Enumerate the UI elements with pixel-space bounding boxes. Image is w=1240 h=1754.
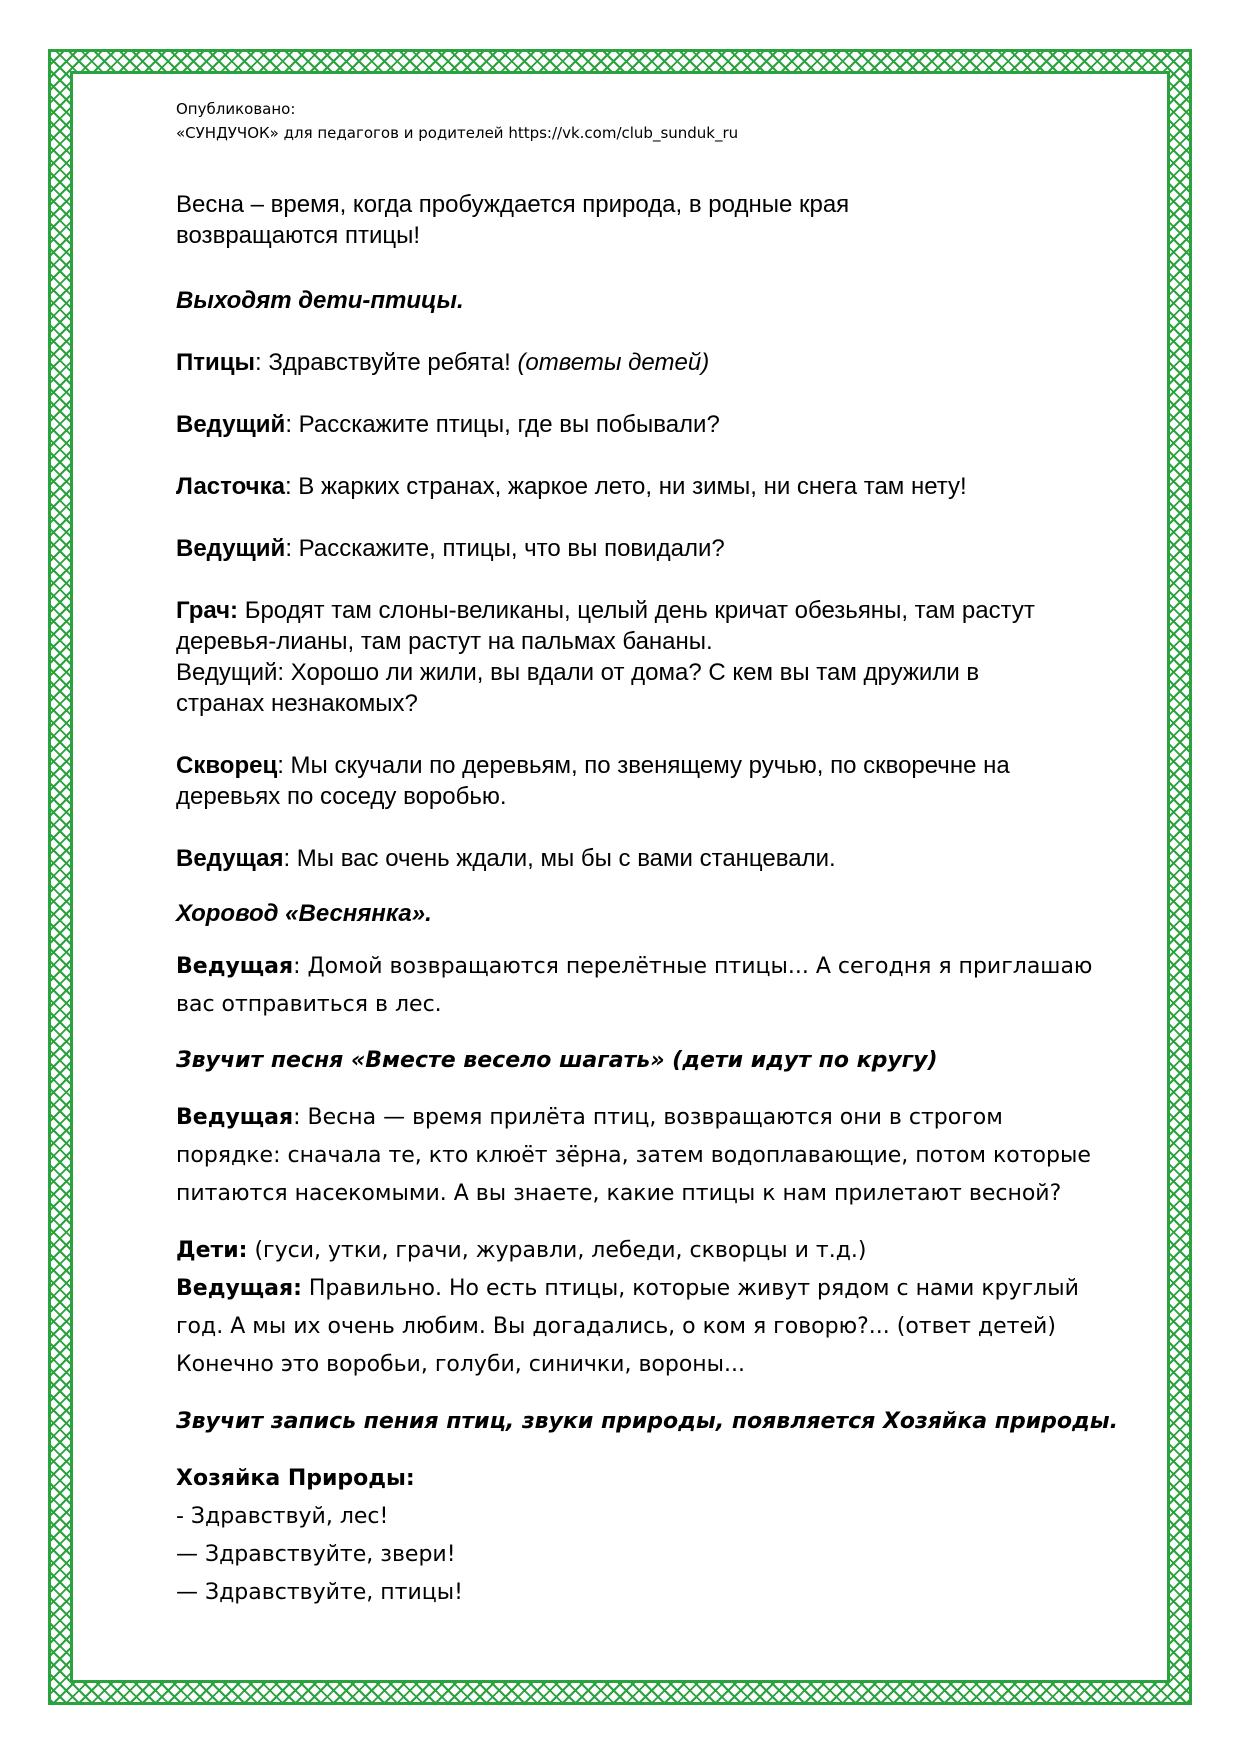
intro-line-1: Весна – время, когда пробуждается природа, в родные края xyxy=(176,191,850,218)
dialogue-line xyxy=(176,843,836,874)
line-text: : Весна — время прилёта птиц, возвращаются они в строгом xyxy=(293,1105,1003,1130)
dialogue-line xyxy=(176,347,709,378)
remark: (ответы детей) xyxy=(517,349,710,376)
speaker-name: Ведущий xyxy=(176,535,286,562)
stage-direction: Выходят дети-птицы. xyxy=(176,287,464,314)
line-text: Бродят там слоны-великаны, целый день кричат обезьяны, там растут xyxy=(238,597,1035,624)
dialogue-line xyxy=(176,750,1010,781)
dialogue-line xyxy=(176,948,1092,986)
line-text: : Мы скучали по деревьям, по звенящему ручью, по скворечне на xyxy=(277,752,1010,779)
published-label: Опубликовано: xyxy=(176,100,296,118)
line-text: : Мы вас очень ждали, мы бы с вами станцевали. xyxy=(283,845,836,872)
line-text: Правильно. Но есть птицы, которые живут рядом с нами круглый xyxy=(301,1276,1079,1301)
line-text: - Здравствуй, лес! xyxy=(176,1504,389,1529)
stage-direction: Хоровод «Веснянка». xyxy=(176,900,432,927)
dialogue-line xyxy=(176,1270,1079,1308)
line-text: : Расскажите птицы, где вы побывали? xyxy=(285,411,720,438)
dialogue-line xyxy=(176,471,967,502)
dialogue-line xyxy=(176,595,1035,626)
speaker-name: Ведущая xyxy=(176,954,294,979)
stage-direction: Звучит песня «Вместе весело шагать» (дети идут по кругу) xyxy=(176,1048,938,1073)
speaker-name: Птицы xyxy=(176,349,256,376)
stage-direction: Звучит запись пения птиц, звуки природы, появляется Хозяйка природы. xyxy=(176,1409,1119,1434)
speaker-name: Дети: xyxy=(176,1238,248,1263)
line-text: деревья-лианы, там растут на пальмах бананы. xyxy=(176,628,713,655)
speaker-name: Ведущая xyxy=(176,845,284,872)
speaker-name: Скворец xyxy=(176,752,278,779)
speaker-name: Ведущий xyxy=(176,411,286,438)
line-text: : Домой возвращаются перелётные птицы... А сегодня я приглашаю xyxy=(293,954,1093,979)
line-text: Конечно это воробьи, голуби, синички, вороны... xyxy=(176,1352,746,1377)
speaker-name: Ведущая xyxy=(176,1105,294,1130)
dialogue-line xyxy=(176,409,720,440)
dialogue-line xyxy=(176,1099,1003,1137)
speaker-name: Ведущая: xyxy=(176,1276,302,1301)
line-text: — Здравствуйте, птицы! xyxy=(176,1580,463,1605)
dialogue-line xyxy=(176,533,725,564)
line-text: (гуси, утки, грачи, журавли, лебеди, скворцы и т.д.) xyxy=(247,1238,867,1263)
line-text: деревьях по соседу воробью. xyxy=(176,783,507,810)
dialogue-line xyxy=(176,1232,867,1270)
intro-line-2: возвращаются птицы! xyxy=(176,222,421,249)
line-text: — Здравствуйте, звери! xyxy=(176,1542,456,1567)
source-line: «СУНДУЧОК» для педагогов и родителей https://vk.com/club_sunduk_ru xyxy=(176,124,739,142)
line-text: : В жарких странах, жаркое лето, ни зимы, ни снега там нету! xyxy=(284,473,967,500)
line-text: вас отправиться в лес. xyxy=(176,992,442,1017)
dialogue-line xyxy=(176,1460,415,1498)
line-text: порядке: сначала те, кто клюёт зёрна, затем водоплавающие, потом которые xyxy=(176,1143,1091,1168)
line-text: : Здравствуйте ребята! xyxy=(255,349,518,376)
line-text: Ведущий: Хорошо ли жили, вы вдали от дома? С кем вы там дружили в xyxy=(176,659,980,686)
speaker-name: Грач: xyxy=(176,597,239,624)
speaker-name: Ласточка xyxy=(176,473,285,500)
line-text: питаются насекомыми. А вы знаете, какие птицы к нам прилетают весной? xyxy=(176,1181,1062,1206)
line-text: : Расскажите, птицы, что вы повидали? xyxy=(285,535,725,562)
line-text: странах незнакомых? xyxy=(176,690,418,717)
line-text: год. А мы их очень любим. Вы догадались, о ком я говорю?... (ответ детей) xyxy=(176,1314,1056,1339)
speaker-name: Хозяйка Природы: xyxy=(176,1466,415,1491)
